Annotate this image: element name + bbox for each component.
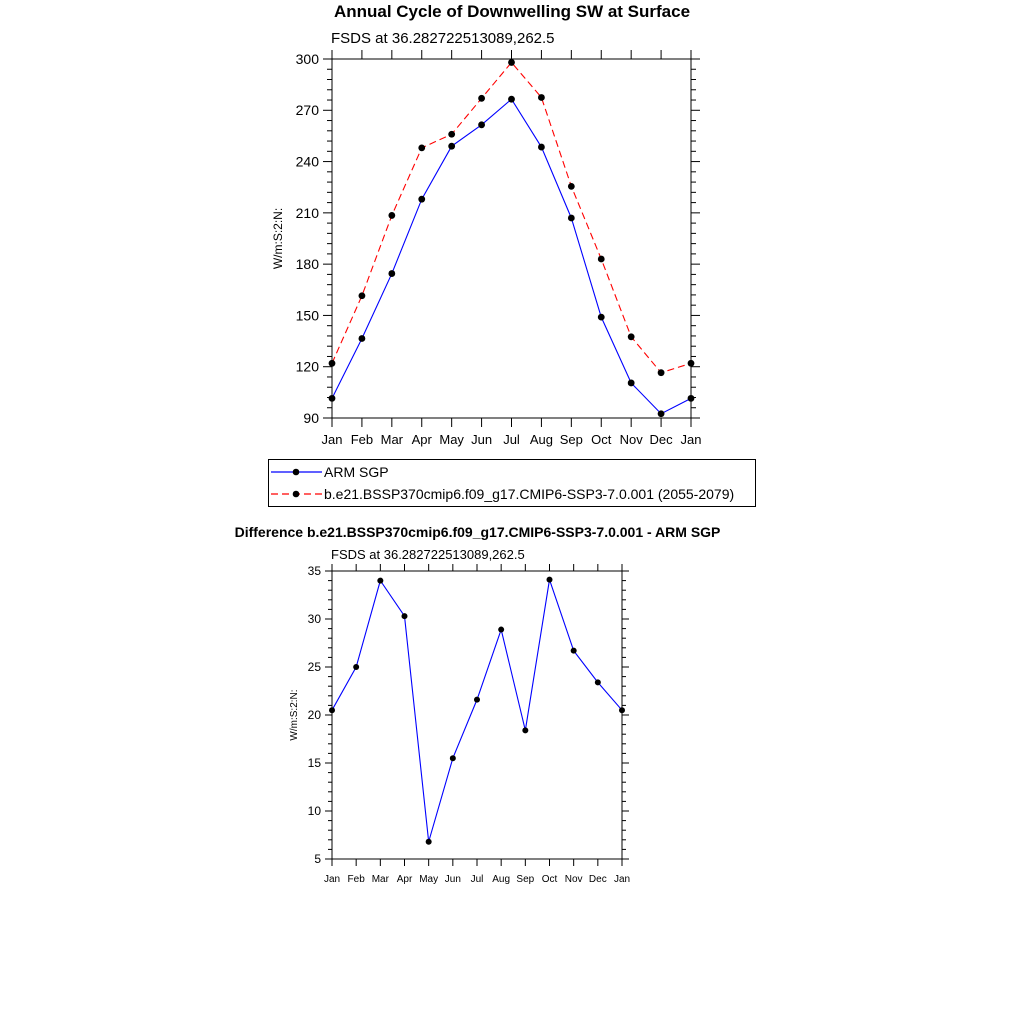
data-point xyxy=(571,648,577,654)
data-point xyxy=(658,369,665,376)
data-point xyxy=(418,144,425,151)
data-point xyxy=(388,270,395,277)
data-point xyxy=(450,755,456,761)
data-point xyxy=(448,131,455,138)
x-tick-label: Feb xyxy=(347,874,365,885)
y-tick-label: 120 xyxy=(295,358,319,375)
bottom-subtitle: FSDS at 36.282722513089,262.5 xyxy=(331,547,525,562)
data-point xyxy=(568,215,575,222)
data-point xyxy=(478,121,485,128)
series-line xyxy=(332,99,691,414)
y-tick-label: 5 xyxy=(314,852,321,867)
x-tick-label: Jun xyxy=(471,432,493,447)
x-tick-label: Nov xyxy=(619,432,643,447)
data-point xyxy=(359,292,366,299)
y-axis-label: W/m:S:2:N: xyxy=(289,689,300,741)
y-tick-label: 240 xyxy=(295,153,319,170)
x-tick-label: Mar xyxy=(371,874,389,885)
y-tick-label: 180 xyxy=(295,256,319,273)
data-point xyxy=(568,183,575,190)
data-point xyxy=(353,664,359,670)
bottom-chart xyxy=(0,520,1024,920)
x-tick-label: Jan xyxy=(613,874,631,885)
legend-swatch-solid xyxy=(269,462,325,484)
data-point xyxy=(628,380,635,387)
x-tick-label: Jan xyxy=(680,432,702,447)
x-tick-label: Jul xyxy=(470,874,484,885)
y-tick-label: 20 xyxy=(307,708,321,723)
x-tick-label: Jan xyxy=(321,432,343,447)
x-tick-label: Dec xyxy=(649,432,673,447)
data-point xyxy=(448,143,455,150)
data-point xyxy=(426,839,432,845)
x-tick-label: Apr xyxy=(411,432,432,447)
data-point xyxy=(628,333,635,340)
data-point xyxy=(538,144,545,151)
y-tick-label: 10 xyxy=(307,804,321,819)
y-tick-label: 35 xyxy=(307,564,321,579)
data-point xyxy=(388,212,395,219)
data-point xyxy=(498,627,504,633)
x-tick-label: Aug xyxy=(492,874,511,885)
legend-label: ARM SGP xyxy=(324,464,389,480)
plot-frame xyxy=(332,59,691,418)
data-point xyxy=(359,335,366,342)
y-axis-label: W/m:S:2:N: xyxy=(271,207,285,270)
data-point xyxy=(418,196,425,203)
x-tick-label: Jun xyxy=(444,874,461,885)
legend-swatch-dashed xyxy=(269,484,325,506)
top-subtitle: FSDS at 36.282722513089,262.5 xyxy=(331,30,555,47)
series-line xyxy=(332,580,622,842)
legend-label: b.e21.BSSP370cmip6.f09_g17.CMIP6-SSP3-7.0.001 (2055-2079) xyxy=(324,486,735,502)
data-point xyxy=(538,94,545,101)
x-tick-label: Jan xyxy=(323,874,341,885)
plot-frame xyxy=(332,571,622,859)
y-tick-label: 25 xyxy=(307,660,321,675)
y-tick-label: 15 xyxy=(307,756,321,771)
x-tick-label: Aug xyxy=(529,432,553,447)
data-point xyxy=(329,707,335,713)
x-tick-label: Feb xyxy=(350,432,374,447)
legend-item-arm-sgp xyxy=(269,462,755,484)
data-point xyxy=(329,395,336,402)
x-tick-label: Apr xyxy=(396,874,413,885)
data-point xyxy=(598,256,605,263)
y-tick-label: 90 xyxy=(303,409,319,426)
data-point xyxy=(508,96,515,103)
data-point xyxy=(329,360,336,367)
data-point xyxy=(474,697,480,703)
data-point xyxy=(377,578,383,584)
data-point xyxy=(688,395,695,402)
data-point xyxy=(522,727,528,733)
data-point xyxy=(658,410,665,417)
legend xyxy=(268,459,756,507)
x-tick-label: Sep xyxy=(516,874,535,885)
data-point xyxy=(402,613,408,619)
main-title: Annual Cycle of Downwelling SW at Surface xyxy=(333,2,691,21)
x-tick-label: Nov xyxy=(564,874,583,885)
x-tick-label: Oct xyxy=(541,874,558,885)
data-point xyxy=(478,95,485,102)
y-tick-label: 300 xyxy=(295,50,319,67)
y-tick-label: 270 xyxy=(295,102,319,119)
data-point xyxy=(595,679,601,685)
x-tick-label: May xyxy=(439,432,464,447)
data-point xyxy=(619,707,625,713)
y-tick-label: 210 xyxy=(295,204,319,221)
y-tick-label: 150 xyxy=(295,307,319,324)
x-tick-label: May xyxy=(419,874,439,885)
x-tick-label: Oct xyxy=(591,432,612,447)
legend-item-model xyxy=(269,484,755,506)
x-tick-label: Mar xyxy=(380,432,404,447)
data-point xyxy=(598,314,605,321)
data-point xyxy=(508,59,515,66)
series-line xyxy=(332,62,691,372)
x-tick-label: Jul xyxy=(503,432,520,447)
x-tick-label: Sep xyxy=(559,432,583,447)
bottom-title: Difference b.e21.BSSP370cmip6.f09_g17.CMIP6-SSP3-7.0.001 - ARM SGP xyxy=(234,524,721,540)
y-tick-label: 30 xyxy=(307,612,321,627)
data-point xyxy=(547,577,553,583)
x-tick-label: Dec xyxy=(588,874,607,885)
data-point xyxy=(688,360,695,367)
